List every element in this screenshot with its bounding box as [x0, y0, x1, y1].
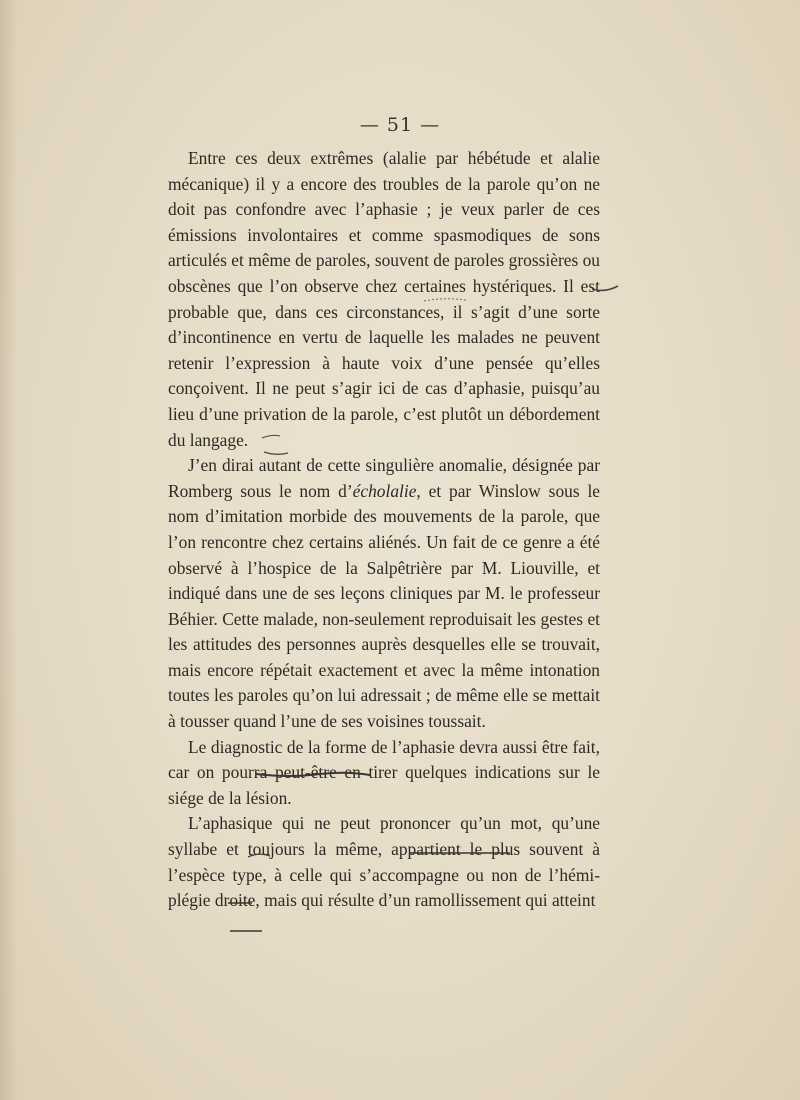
page-number: — 51 — — [359, 114, 441, 136]
paragraph-1: Entre ces deux extrêmes (alalie par hébétude et alalie mécanique) il y a encore des troubles de la parole qu’on ne doit pas confondre avec l’aphasie ; je veux parler de ces émissions involontaires et comme spasmodiques de sons articulés et même de paroles, souvent de paroles grossières ou obscènes que l’on observe chez certaines hystériques. Il est probable que, dans ces circonstances, il s’agit d’une sorte d’incontinence en vertu de laquelle les malades ne peuvent retenir l’expression à haute voix d’une pensée qu’elles conçoivent. Il ne peut s’agir ici de cas d’aphasie, puisqu’au lieu d’une privation de la parole, c’est plutôt un débordement du langage. — [168, 148, 600, 450]
echolalie-term: écholalie — [352, 480, 417, 501]
paragraph-4: L’aphasique qui ne peut prononcer qu’un mot, qu’une syllabe et toujours la même, appartient le plus souvent à l’espèce type, à celle qui s’accompagne ou non de l’hémiplégie droite, mais qui résulte d’un ramollissement qui atteint — [168, 813, 600, 911]
paragraph-3: Le diagnostic de la forme de l’aphasie devra aussi être fait, car on pourra peut-être en tirer quelques indications sur le siége de la lésion. — [168, 736, 600, 808]
paragraph-2-part-2: , et par Winslow sous le nom d’imitation morbide des mouvements de la parole, que l’on rencontre chez certains aliénés. Un fait de ce genre a été observé à l’hospice de la Salpêtrière par M. Liouville, et indiqué dans une de ses leçons cliniques par M. le professeur Béhier. Cette malade, non-seulement reproduisait les gestes et les attitudes des personnes auprès desquelles elle se trouvait, mais encore répétait exactement et avec la même intonation toutes les paroles qu’on lui adressait ; de même elle se mettait à tousser quand l’une de ses voisines toussait. — [168, 480, 600, 732]
page-edge-shadow — [0, 0, 18, 1100]
paragraph-2-part-1: J’en dirai autant de cette singulière anomalie, désignée par Romberg sous le nom d’ — [168, 455, 600, 501]
paragraph-2 — [168, 453, 600, 735]
body-text — [168, 146, 600, 914]
